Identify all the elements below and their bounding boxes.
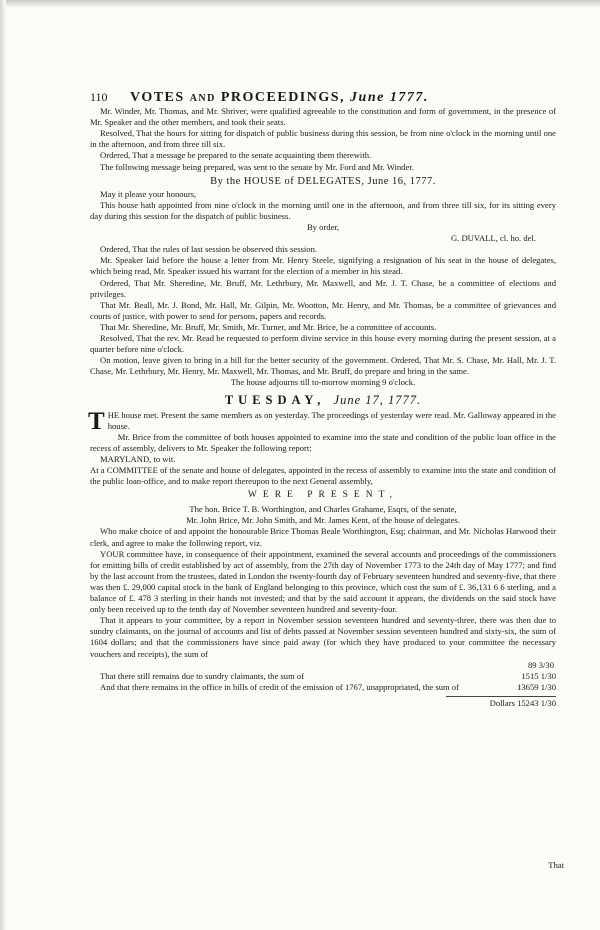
paragraph-committee: At a COMMITTEE of the senate and house of delegates, appointed in the recess of assembly to examine into the state and condition of the public loan-office, and to make report thereupon to the next General assembly,: [90, 465, 556, 487]
report-remains-row: [90, 671, 556, 682]
paragraph-elections-committee: Ordered, That Mr. Sheredine, Mr. Bruff, Mr. Lethrbury, Mr. Maxwell, and Mr. J. T. Chase, be a committee of elections and privileges.: [90, 277, 556, 299]
page-number: 110: [90, 90, 108, 104]
drop-cap: T: [88, 407, 105, 435]
running-title: [130, 92, 556, 103]
paragraph-steele-letter: Mr. Speaker laid before the house a letter from Mr. Henry Steele, signifying a resignation of his seat in the house of delegates, which being read, Mr. Speaker issued his warrant for the election of a member in his stead.: [90, 255, 556, 277]
day-heading: [90, 395, 556, 406]
catchword: That: [548, 860, 564, 870]
paragraph-rules: Ordered, That the rules of last session be observed this session.: [100, 244, 318, 255]
paragraph-report-accounts: YOUR committee have, in consequence of their appointment, examined the several accounts and proceedings of the commissioners for emitting bills of credit established by act of assembly, from the 27th day of November 1773 to the 24th day of May 1777; and find by the last account from the trustees, dated in London the twenty-fourth day of February seventeen hundred and seventy-five, that there was then £. 29,000 capital stock in the bank of England belonging to this province, which cost the sum of £. 36,131 6 6 sterling, and a balance of £. 478 3 sterling in their hands not invested; and that by the said account it appears, the dividends on the said stock have only been received up to the tenth day of November seventeen hundred and seventy-four.: [90, 548, 556, 615]
report-claimants-row: [90, 615, 556, 659]
were-present-heading: WERE PRESENT,: [247, 490, 399, 501]
day-word: TUESDAY,: [224, 393, 326, 408]
amount-still-due: 1515 1/30: [521, 670, 556, 681]
scan-edge-left: [0, 0, 6, 930]
senate-members: The hon. Brice T. B. Worthington, and Charles Grahame, Esqrs, of the senate,: [189, 504, 457, 515]
maryland-line: MARYLAND, to wit.: [100, 453, 176, 464]
paragraph-chairman: Who make choice of and appoint the honourable Brice Thomas Beale Worthington, Esq; chairman, and Mr. Nicholas Harwood their clerk, and agree to make the following report, viz.: [90, 526, 556, 548]
title-and: and: [189, 90, 216, 105]
adjourn-line: The house adjourns till to-morrow morning 9 o'clock.: [230, 377, 416, 388]
running-header: [90, 92, 556, 103]
paragraph-accounts-committee: That Mr. Sheredine, Mr. Bruff, Mr. Smith, Mr. Turner, and Mr. Brice, be a committee of accounts.: [100, 321, 437, 332]
paragraph-message-sent: The following message being prepared, was sent to the senate by Mr. Ford and Mr. Winder.: [100, 161, 414, 172]
message-heading: By the HOUSE of DELEGATES, June 16, 1777.: [210, 175, 436, 187]
text-column: [90, 92, 556, 709]
report-office-row: [90, 682, 556, 693]
paragraph-house-met: HE house met. Present the same members as on yesterday. The proceedings of yesterday were read. Mr. Galloway appeared in the house.: [107, 409, 556, 431]
paragraph-divine-service: Resolved, That the rev. Mr. Read be requested to perform divine service in this house every morning during the present session, at a quarter before nine o'clock.: [90, 332, 556, 355]
paragraph-brice-report: Mr. Brice from the committee of both houses appointed to examine into the state and condition of the public loan office in the recess of assembly, delivers to Mr. Speaker the following report:: [90, 431, 556, 453]
paragraph-resolved-hours: Resolved, That the hours for sitting for dispatch of public business during this session, be from nine o'clock in the morning until one in the afternoon, and from three till six.: [90, 128, 556, 150]
paragraph-still-due: That there still remains due to sundry claimants, the sum of: [100, 670, 305, 681]
message-body: This house hath appointed from nine o'clock in the morning until one in the afternoon, and from three till six, for its sitting every day during this session for the dispatch of public business.: [90, 199, 556, 221]
amount-paid: 89 3/30: [527, 659, 554, 670]
tuesday-opening: [88, 407, 556, 435]
paragraph-ordered-message: Ordered, That a message be prepared to the senate acquainting them therewith.: [100, 150, 372, 161]
message-salutation: May it please your honours,: [100, 188, 197, 199]
message-by-order: By order,: [306, 222, 340, 233]
delegate-members: Mr. John Brice, Mr. John Smith, and Mr. James Kent, of the house of delegates.: [186, 515, 460, 526]
amount-unappropriated: 13659 1/30: [517, 681, 556, 692]
day-date: June 17, 1777.: [333, 393, 422, 408]
paragraph-grievances-committee: That Mr. Beall, Mr. J. Bond, Mr. Hall, Mr. Gilpin, Mr. Wootton, Mr. Henry, and Mr. Thomas, be a committee of grievances and courts of justice, with power to send for persons, papers and records.: [90, 299, 556, 321]
paragraph-security-bill: On motion, leave given to bring in a bill for the better security of the government. Ordered, That Mr. S. Chase, Mr. Hall, Mr. J. T. Chase, Mr. Lethrbury, Mr. Henry, Mr. Maxwell, Mr. Thomas, and Mr. Bruff, do prepare and bring in the same.: [90, 355, 556, 377]
title-date: June 1777.: [350, 90, 429, 105]
paragraph-report-claimants: That it appears to your committee, by a report in November session seventeen hundred and seventy-three, there was then due to sundry claimants, on the journal of accounts and list of debts passed at November session seventeen hundred and sixty-six, the sum of 1604 dollars; and that the commissioners have since paid away (for which they have produced to your committee the necessary vouchers and receipts), the sum of: [90, 615, 556, 659]
title-proceedings: PROCEEDINGS,: [220, 90, 346, 105]
message-signature: G. DUVALL, cl. ho. del.: [450, 233, 536, 244]
title-votes: VOTES: [130, 90, 185, 105]
scan-edge-top: [0, 0, 600, 8]
paragraph-unappropriated: And that there remains in the office in bills of credit of the emission of 1767, unappropriated, the sum of: [100, 681, 460, 692]
paragraph-qualified: Mr. Winder, Mr. Thomas, and Mr. Shriver, were qualified agreeable to the constitution and form of government, in the presence of Mr. Speaker and the other members, and took their seats.: [90, 106, 556, 128]
dollars-total: Dollars 15243 1/30: [446, 696, 556, 709]
